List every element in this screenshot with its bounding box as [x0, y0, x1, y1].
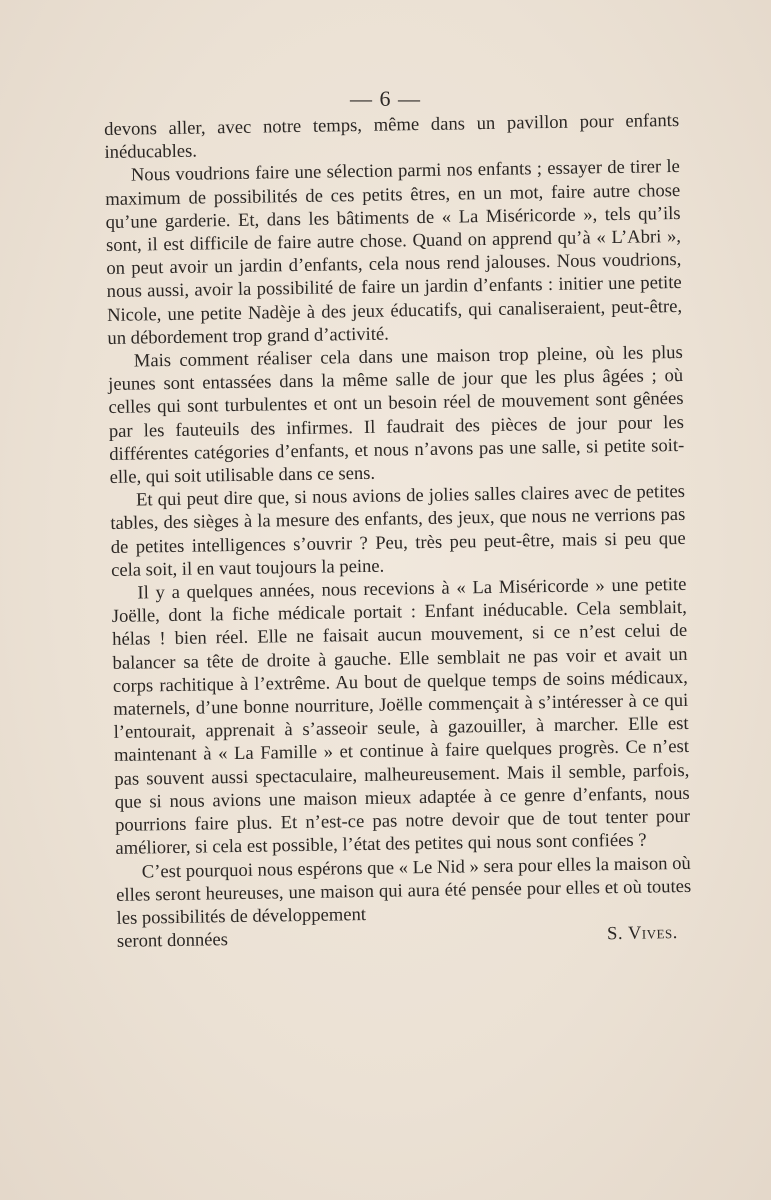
author-signature: S. Vives.: [606, 922, 679, 945]
closing-line: seront données: [116, 929, 229, 953]
paragraph-1: devons aller, avec notre temps, même dans un pavillon pour enfants inéducables.: [104, 109, 680, 164]
paragraph-5: Il y a quelques années, nous recevions à « La Miséricorde » une petite Joëlle, dont la fiche médicale portait : Enfant inéducable. Cela semblait, hélas ! bien réel. Elle ne faisait aucun mouvement, si ce n’est celui de balancer sa tête de droite à gauche. Elle semblait ne pas voir et avait un corps rachitique à l’extrême. Au bout de quelque temps de soins médicaux, maternels, d’une bonne nourriture, Joëlle commençait à s’intéresser à ce qui l’entourait, apprenait à s’asseoir seule, à gazouiller, à marcher. Elle est maintenant à « La Famille » et continue à faire quelques progrès. Ce n’est pas souvent aussi spectaculaire, malheureusement. Mais il semble, parfois, que si nous avions une maison mieux adaptée à ce genre d’enfants, nous pourrions faire plus. Et n’est-ce pas notre devoir que de tout tenter pour améliorer, si cela est possible, l’état des petites qui nous sont confiées ?: [111, 573, 691, 860]
paragraph-3: Mais comment réaliser cela dans une maison trop pleine, où les plus jeunes sont entassées dans la même salle de jour que les plus âgées ; où celles qui sont turbulentes et ont un besoin réel de mouvement sont gênées par les fauteuils des infirmes. Il faudrait des pièces de jour pour les différentes catégories d’enfants, et nous n’avons pas une salle, si petite soit-elle, qui soit utilisable dans ce sens.: [108, 341, 685, 489]
body-text: [104, 109, 692, 953]
page-number: — 6 —: [350, 86, 421, 111]
paragraph-2: Nous voudrions faire une sélection parmi nos enfants ; essayer de tirer le maximum de possibilités de ces petits êtres, en un mot, faire autre chose qu’une garderie. Et, dans les bâtiments de « La Miséricorde », tels qu’ils sont, il est difficile de faire autre chose. Quand on apprend qu’à « L’Abri », on peut avoir un jardin d’enfants, cela nous rend jalouses. Nous voudrions, nous aussi, avoir la possibilité de faire un jardin d’enfants : initier une petite Nicole, une petite Nadèje à des jeux éducatifs, qui canaliseraient, peut-être, un débordement trop grand d’activité.: [105, 156, 683, 349]
paragraph-6: C’est pourquoi nous espérons que « Le Nid » sera pour elles la maison où elles seront heureuses, une maison qui aura été pensée pour elles et où toutes les possibilités de développement: [116, 852, 692, 929]
paragraph-4: Et qui peut dire que, si nous avions de jolies salles claires avec de petites tables, des sièges à la mesure des enfants, des jeux, que nous ne verrions pas de petites intelligences s’ouvrir ? Peu, très peu peut-être, mais si peu que cela soit, il en vaut toujours la peine.: [110, 481, 686, 581]
